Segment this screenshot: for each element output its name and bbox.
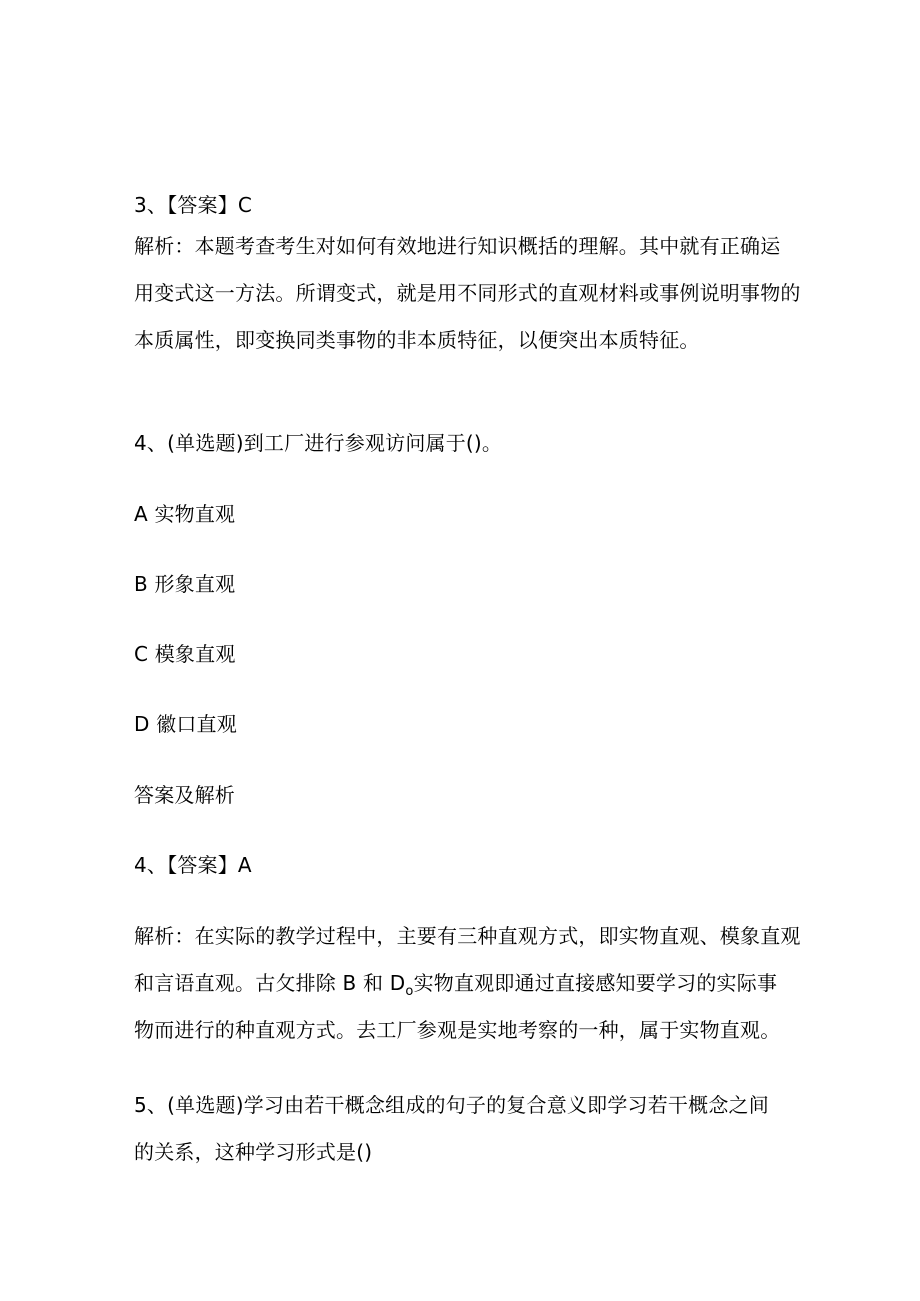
q4-explanation-line-2-sub: o [405,984,414,999]
q5-question [134,1093,794,1187]
q4-explanation-line-1: 解析：在实际的教学过程中，主要有三种直观方式，即实物直观、模象直观 [134,924,801,948]
q4-explanation-line-2-post: 实物直观即通过直接感知要学习的实际事 [413,971,778,995]
q4-answer: 4、【答案】A [134,853,252,877]
q3-answer: 3、【答案】C [134,193,253,217]
q4-explanation-line-2-pre: 和言语直观。古攵排除 B 和 D [134,971,406,995]
q3-explanation-line-1: 解析：本题考查考生对如何有效地进行知识概括的理解。其中就有正确运 [134,234,781,258]
q4-option-d: D 徽口直观 [134,712,237,736]
q3-explanation [134,234,801,375]
q4-explanation-line-2 [134,971,794,1018]
q4-question: 4、(单选题)到工厂进行参观访问属于()。 [134,431,503,455]
answer-heading: 答案及解析 [134,783,235,807]
q4-option-c: C 模象直观 [134,642,236,666]
q3-explanation-line-3: 本质属性，即变换同类事物的非本质特征，以便突出本质特征。 [134,328,700,352]
q4-explanation-line-3: 物而进行的种直观方式。去工厂参观是实地考察的一种，属于实物直观。 [134,1018,781,1042]
q5-question-line-2: 的关系，这种学习形式是() [134,1140,373,1164]
q5-question-line-1: 5、(单选题)学习由若干概念组成的句子的复合意义即学习若干概念之间 [134,1093,769,1117]
q4-option-a: A 实物直观 [134,502,236,526]
q4-option-b: B 形象直观 [134,572,236,596]
q4-explanation [134,924,801,1065]
q3-explanation-line-2: 用变式这一方法。所谓变式，就是用不同形式的直观材料或事例说明事物的 [134,281,801,305]
